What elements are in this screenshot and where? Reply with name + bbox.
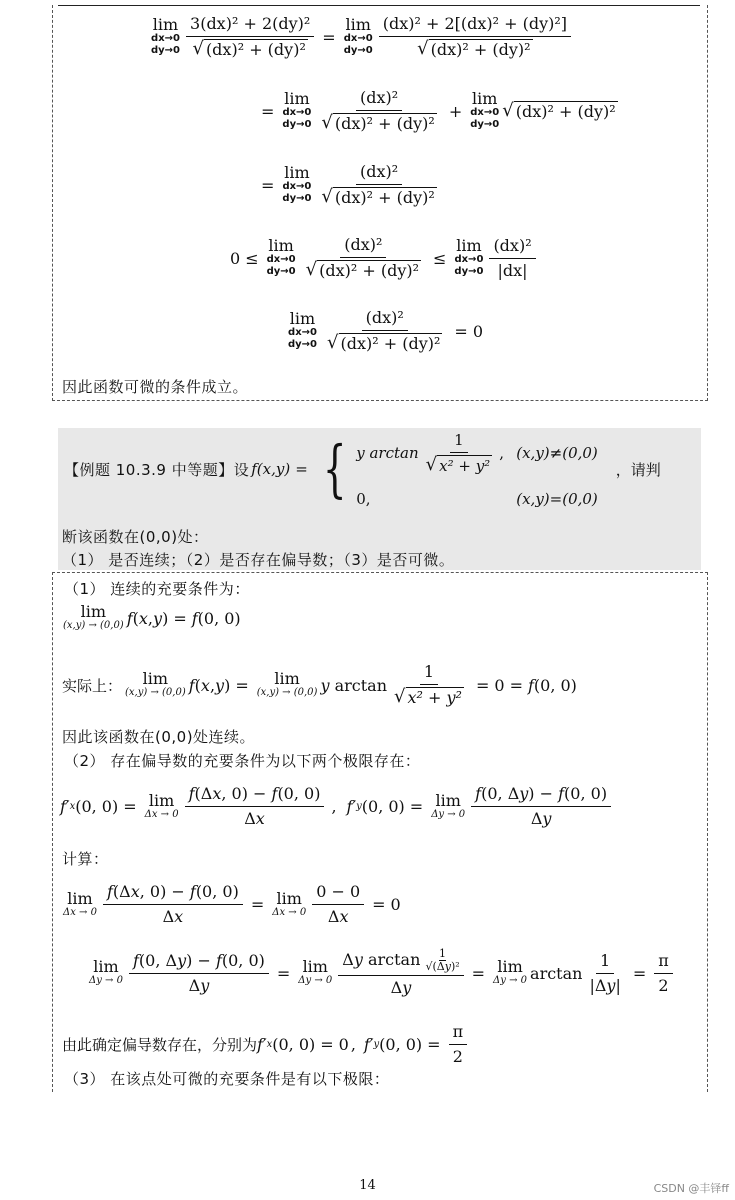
example-header: 【例题 10.3.9 中等题】设	[64, 460, 250, 479]
case1-condition: (x,y)≠(0,0)	[516, 444, 598, 462]
equation-1: lim dx→0 dy→0 3(dx)² + 2(dy)² √ (dx)² + (dy)² = lim dx→0 dy→0 (dx)² + 2[(dx)² + (dy)²] √ (dx)² + (dy)²	[148, 14, 574, 60]
piecewise-cases: y arctan 1 √ x² + y² , (x,y)≠(0,0) 0, (x,y)=(0,0)	[356, 431, 598, 508]
watermark: CSDN @丰铎ff	[653, 1182, 729, 1195]
partial-y-calculation: lim Δy → 0 $\frac{f(0, \Delta y) - f(0, 0)}{\Delta y}$ = lim Δy → 0 Δy arctan $\frac{1}{\text{√(Δy)²}}$ Δy = lim Δy → 0 arctan $\frac{1}{|\Delta y|}$ = $\frac{\pi}{2}$	[86, 948, 676, 998]
actual-label: 实际上：	[62, 676, 123, 695]
case1-expression: y arctan	[356, 444, 419, 462]
equation-2: = lim dx→0 dy→0 (dx)² √ (dx)² + (dy)² + lim dx→0 dy→0 √ (dx)² + (dy)²	[261, 88, 616, 133]
part3-title: （3） 在该点处可微的充要条件是有以下极限：	[64, 1070, 390, 1088]
case2-condition: (x,y)=(0,0)	[516, 490, 598, 508]
part2-title: （2） 存在偏导数的充要条件为以下两个极限存在：	[64, 752, 421, 770]
equation-4: 0 ≤ lim dx→0 dy→0 (dx)² √ (dx)² + (dy)² ≤ lim dx→0 dy→0 $\frac{\text{(dx)²}}{|dx|}$	[230, 235, 539, 281]
partial-derivative-definitions: f′ x (0, 0) = lim Δx → 0 $\frac{f(\Delta x, 0) - f(0, 0)}{\Delta x}$ , f′ y (0, 0) = lim Δy → 0 $\frac{f(0, \Delta y) - f(0, 0)}{\Delta y}$	[60, 784, 614, 829]
partial-x-calculation: lim Δx → 0 $\frac{f(\Delta x, 0) - f(0, 0)}{\Delta x}$ = lim Δx → 0 $\frac{0 - 0}{\Delta x}$ = 0	[63, 882, 401, 926]
equation-5: lim dx→0 dy→0 (dx)² √ (dx)² + (dy)² = 0	[288, 308, 484, 353]
example-line2: 断该函数在(0,0)处：	[62, 528, 209, 546]
partial-derivative-result: 由此确定偏导数存在，分别为 f′ x (0, 0) = 0 , f′ y (0, 0) = $\frac{\pi}{2}$	[62, 1022, 470, 1067]
equation-3: = lim dx→0 dy→0 (dx)² √ (dx)² + (dy)²	[261, 162, 435, 207]
solution-box-bottom	[52, 572, 708, 1092]
continuity-condition: lim (x,y) → (0,0) f ( x , y ) = f (0, 0)	[63, 602, 241, 631]
p2-conclusion-prefix: 由此确定偏导数存在，分别为	[62, 1036, 258, 1054]
example-statement: 【例题 10.3.9 中等题】设 f(x,y) = { y arctan 1 √ x² + y² , (x,y)≠(0,0) 0, (x,y)=(0,0) ，请判	[64, 431, 661, 508]
case2-value: 0,	[356, 490, 371, 508]
example-line3: （1） 是否连续；（2）是否存在偏导数；（3）是否可微。	[62, 551, 455, 569]
calc-label: 计算：	[62, 850, 109, 868]
page-number: 14	[359, 1178, 376, 1193]
section1-conclusion: 因此函数可微的条件成立。	[62, 378, 249, 396]
left-brace: {	[322, 432, 347, 505]
example-trailing: ，请判	[615, 460, 661, 479]
part1-conclusion: 因此该函数在(0,0)处连续。	[62, 728, 256, 746]
top-rule	[58, 5, 700, 6]
part1-title: （1） 连续的充要条件为：	[64, 580, 250, 598]
continuity-actual: 实际上： lim (x,y) → (0,0) f ( x , y ) = lim (x,y) → (0,0) y arctan 1 √ x² + y² = 0 = f (0, 0)	[62, 662, 577, 707]
example-function: f(x,y)	[251, 460, 291, 478]
